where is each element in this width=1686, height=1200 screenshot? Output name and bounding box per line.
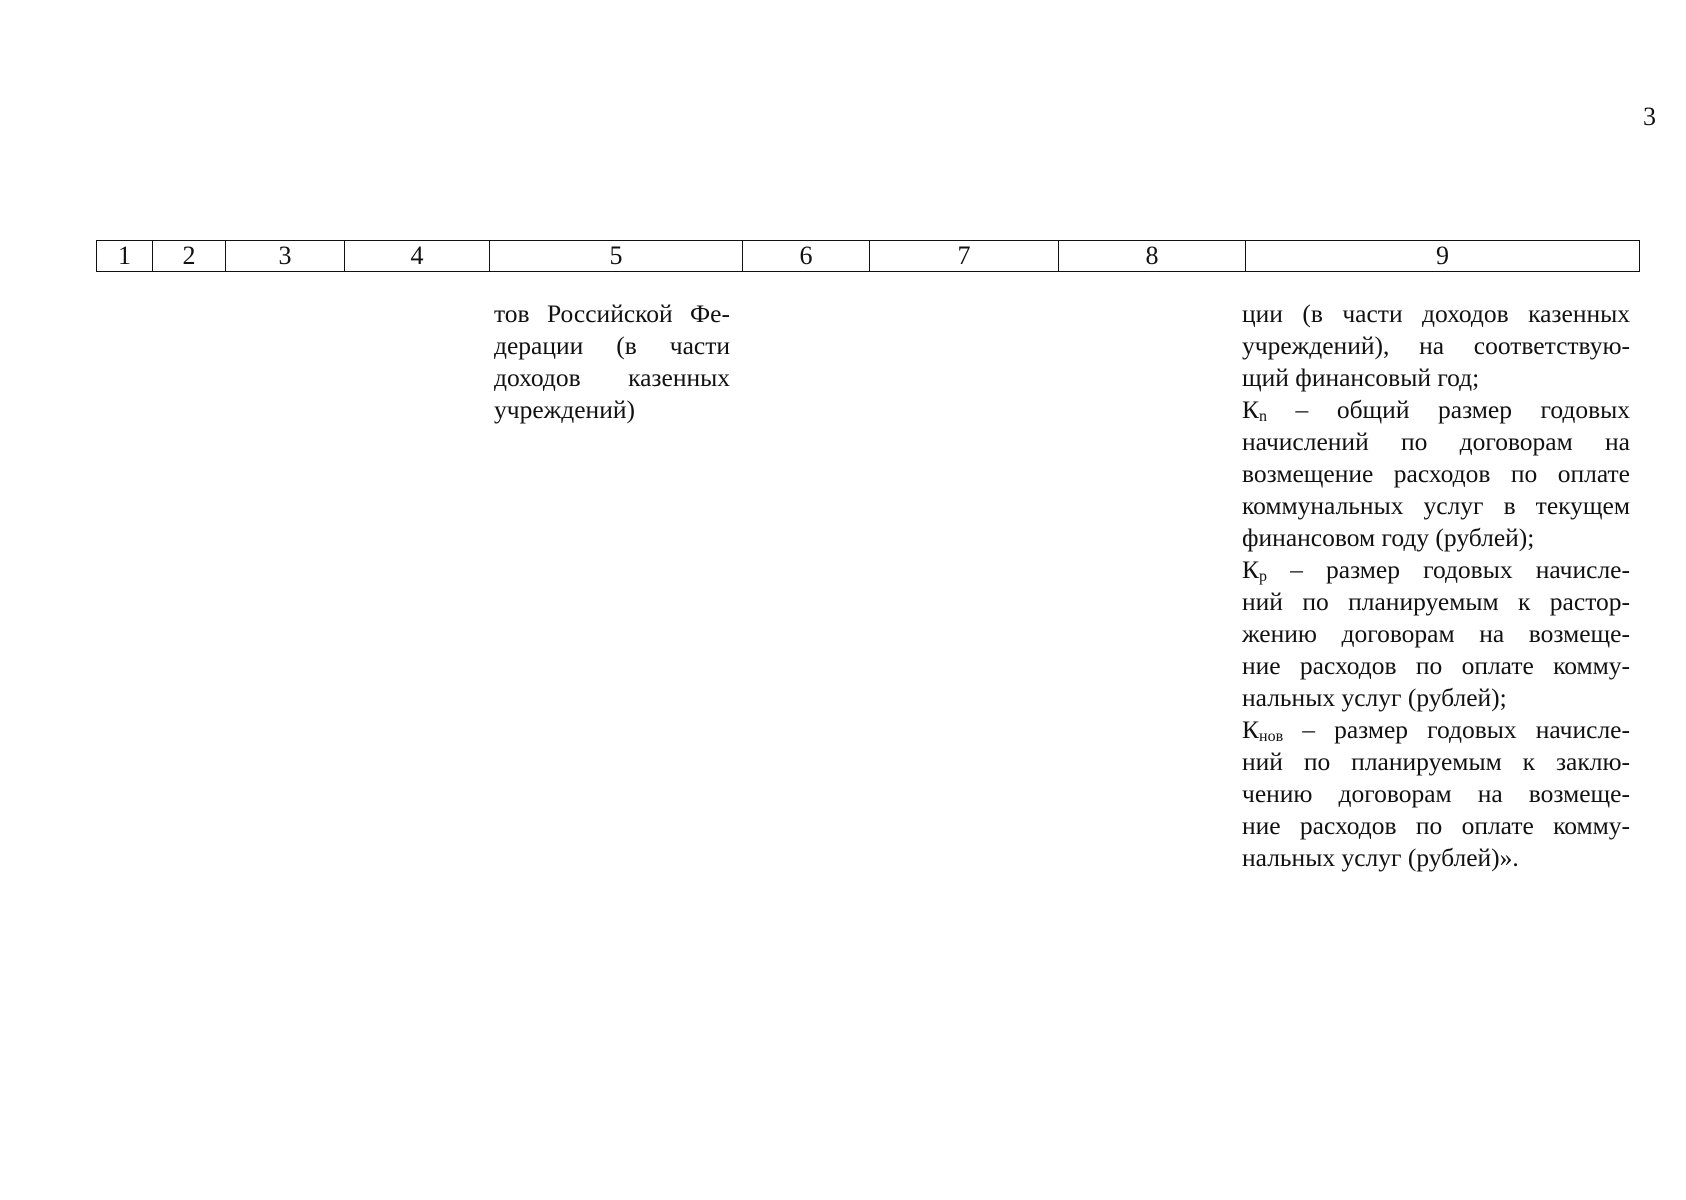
kp-subscript: р — [1259, 568, 1268, 585]
kn-symbol: К — [1242, 395, 1260, 424]
knov-symbol: К — [1242, 715, 1260, 744]
column-number-3: 3 — [226, 241, 345, 272]
column-number-6: 6 — [743, 241, 870, 272]
text-line: чению договорам на возмеще- — [1242, 779, 1630, 808]
text-line: начислений по договорам на — [1242, 427, 1630, 456]
text-line: дерации (в части — [494, 331, 730, 360]
text-line: тов Российской Фе- — [494, 299, 730, 328]
text-line: ние расходов по оплате комму- — [1242, 651, 1630, 680]
text-line: нальных услуг (рублей)». — [1242, 843, 1519, 872]
kp-symbol: К — [1242, 555, 1260, 584]
text-line: ции (в части доходов казенных — [1242, 299, 1630, 328]
column-number-7: 7 — [870, 241, 1059, 272]
kn-definition-first-line — [1242, 394, 1630, 426]
column-number-9: 9 — [1246, 241, 1640, 272]
text-line: щий финансовый год; — [1242, 363, 1480, 392]
column-number-5: 5 — [490, 241, 743, 272]
text-line: финансовом году (рублей); — [1242, 523, 1535, 552]
text-line: ний по планируемым к заклю- — [1242, 747, 1630, 776]
kn-subscript: n — [1259, 408, 1268, 425]
text-line: коммунальных услуг в текущем — [1242, 491, 1630, 520]
knov-definition-first-line — [1242, 714, 1630, 746]
column-number-4: 4 — [345, 241, 490, 272]
knov-subscript: нов — [1259, 728, 1284, 745]
text-line: ний по планируемым к растор- — [1242, 587, 1630, 616]
text-line: нальных услуг (рублей); — [1242, 683, 1507, 712]
text-line: учреждений), на соответствую- — [1242, 331, 1630, 360]
column-number-header-row — [96, 240, 1640, 272]
kn-definition-start: – общий размер годовых — [1267, 395, 1630, 424]
text-line: возмещение расходов по оплате — [1242, 459, 1630, 488]
knov-definition-start: – размер годовых начисле- — [1283, 715, 1630, 744]
text-line: ние расходов по оплате комму- — [1242, 811, 1630, 840]
text-line: учреждений) — [494, 395, 635, 424]
text-line: жению договорам на возмеще- — [1242, 619, 1630, 648]
column-number-2: 2 — [153, 241, 226, 272]
column-number-8: 8 — [1059, 241, 1246, 272]
text-line: доходов казенных — [494, 363, 730, 392]
column-number-1: 1 — [118, 241, 131, 270]
kp-definition-first-line — [1242, 554, 1630, 586]
column-9-text — [1242, 298, 1630, 874]
kp-definition-start: – размер годовых начисле- — [1267, 555, 1630, 584]
column-5-text — [494, 298, 730, 426]
page-number: 3 — [1643, 102, 1656, 131]
